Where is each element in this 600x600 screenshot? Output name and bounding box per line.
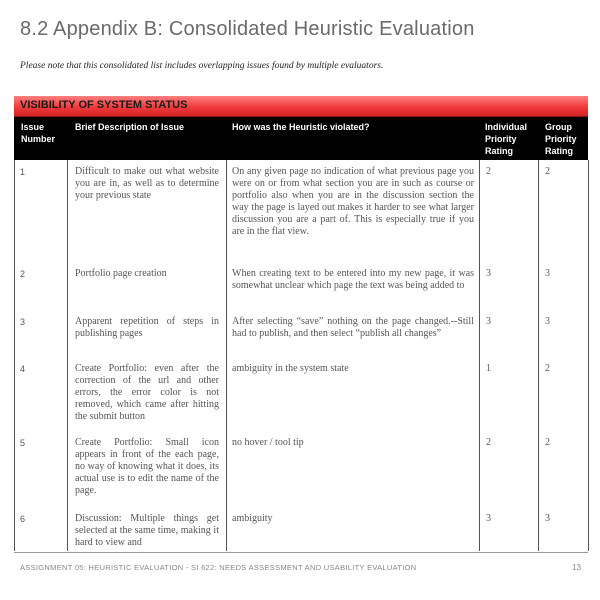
group-rating: 2: [545, 437, 550, 448]
individual-rating: 1: [486, 363, 491, 374]
individual-rating: 3: [486, 513, 491, 524]
issue-description: Create Portfolio: even after the correction of the url and other errors, the error color is not removed, which came after hitting the submit button: [75, 363, 219, 422]
issue-description: Discussion: Multiple things get selected at the same time, making it hard to view and: [75, 513, 219, 548]
group-rating: 3: [545, 513, 550, 524]
issue-number: 4: [20, 364, 26, 374]
issue-violation: When creating text to be entered into my new page, it was somewhat unclear which page the text was being added to: [232, 268, 474, 291]
issue-violation: ambiguity in the system state: [232, 363, 349, 374]
header-issue-number: Issue Number: [21, 122, 56, 144]
issue-violation: ambiguity: [232, 513, 273, 524]
issue-number: 5: [20, 438, 26, 448]
group-rating: 3: [545, 316, 550, 327]
section-title: VISIBILITY OF SYSTEM STATUS: [20, 99, 188, 111]
header-violation: How was the Heuristic violated?: [232, 122, 370, 132]
page-heading: 8.2 Appendix B: Consolidated Heuristic Evaluation: [20, 18, 475, 40]
issue-violation: After selecting “save” nothing on the page changed.--Still had to publish, and then select “publish all changes”: [232, 316, 474, 339]
issue-description: Difficult to make out what website you are in, as well as to determine your previous state: [75, 166, 219, 201]
page-number: 13: [572, 563, 581, 572]
individual-rating: 2: [486, 166, 491, 177]
individual-rating: 2: [486, 437, 491, 448]
header-description: Brief Description of Issue: [75, 122, 185, 132]
issue-description: Apparent repetition of steps in publishing pages: [75, 316, 219, 339]
issue-violation: no hover / tool tip: [232, 437, 304, 448]
issue-number: 2: [20, 269, 26, 279]
header-group-rating: Group Priority Rating: [545, 122, 577, 156]
footer-divider: [14, 552, 588, 553]
issue-number: 1: [20, 167, 26, 177]
footer-text: ASSIGNMENT 05: HEURISTIC EVALUATION - SI 622: NEEDS ASSESSMENT AND USABILITY EVALUATION: [20, 563, 417, 572]
consolidation-note: Please note that this consolidated list includes overlapping issues found by multiple evaluators.: [20, 61, 384, 71]
group-rating: 2: [545, 363, 550, 374]
header-individual-rating: Individual Priority Rating: [485, 122, 528, 156]
group-rating: 3: [545, 268, 550, 279]
issue-description: Create Portfolio: Small icon appears in front of the each page, no way of knowing what it does, its actual use is to edit the name of the page.: [75, 437, 219, 496]
issue-number: 6: [20, 514, 26, 524]
individual-rating: 3: [486, 268, 491, 279]
group-rating: 2: [545, 166, 550, 177]
issue-number: 3: [20, 317, 26, 327]
issue-description: Portfolio page creation: [75, 268, 167, 279]
issue-violation: On any given page no indication of what previous page you were on or from what section you are in such as course or portfolio also when you are in the discussion section the way the page is layed out makes it harder to see what larger discussion you are a part of. This is especially true if you are in the flat view.: [232, 166, 474, 237]
individual-rating: 3: [486, 316, 491, 327]
